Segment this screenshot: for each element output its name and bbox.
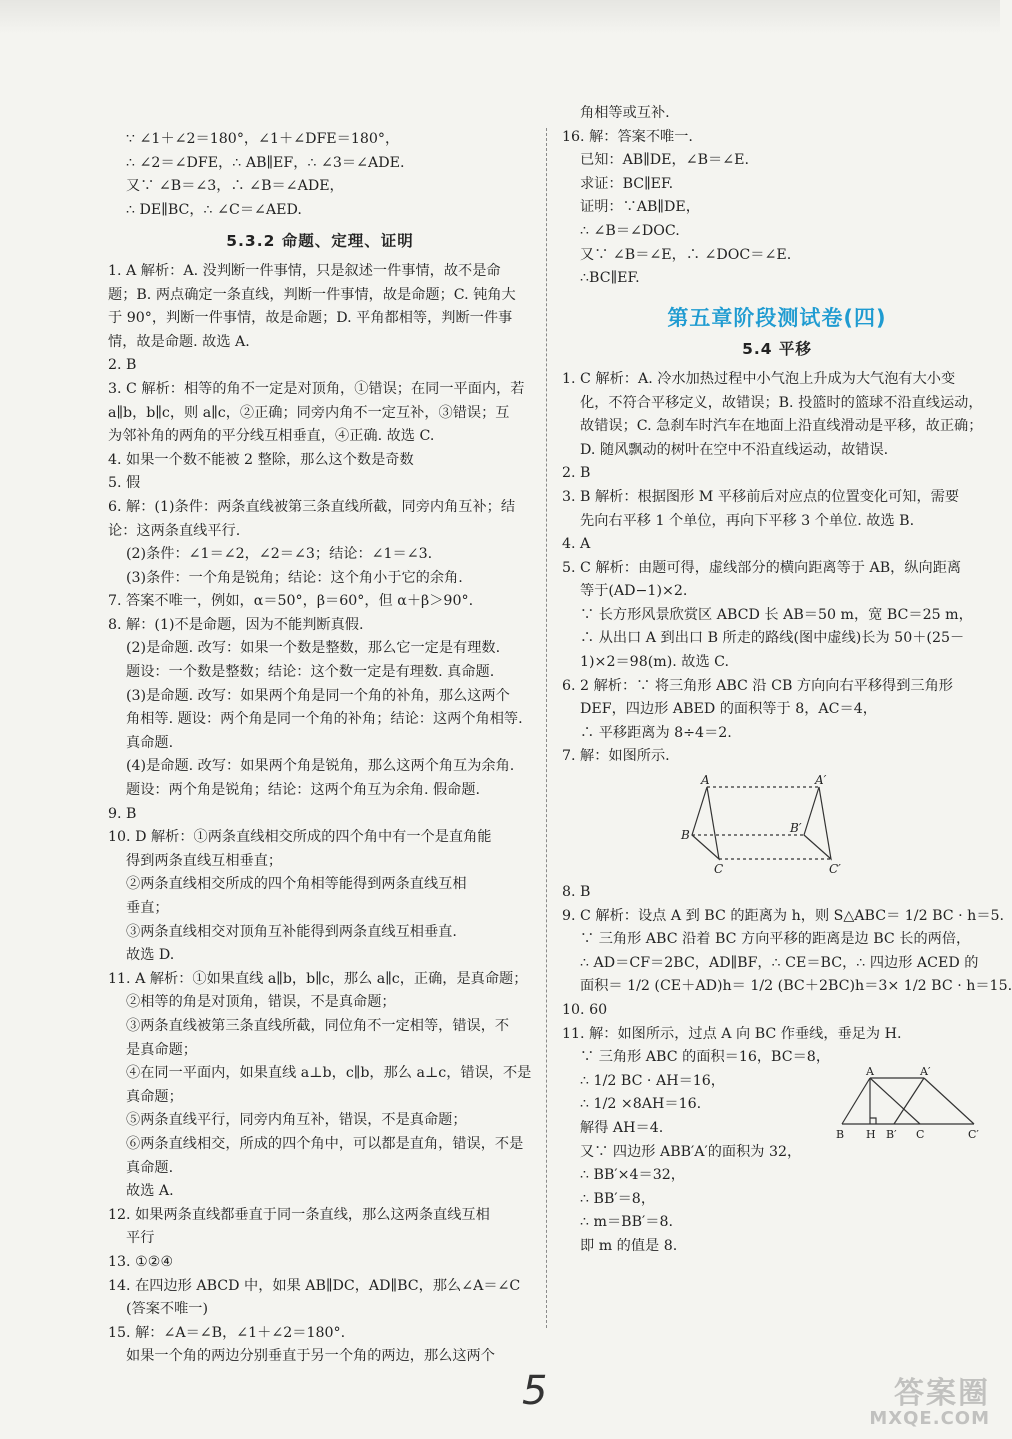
answer-line: 16. 解：答案不唯一. — [562, 128, 693, 145]
answer-line: ⑥两条直线相交，所成的四个角中，可以都是直角，错误，不是 — [126, 1135, 524, 1152]
answer-line: 证明：∵AB∥DE， — [580, 199, 700, 216]
proof-line: 又∵ ∠B＝∠3，∴ ∠B＝∠ADE， — [126, 178, 344, 195]
answer-line: 11. A 解析：①如果直线 a∥b，b∥c，那么 a∥c，正确，是真命题； — [108, 970, 528, 987]
answer-line: 1)×2＝98(m). 故选 C. — [580, 654, 730, 671]
answer-line: ∴ 1/2 BC · AH＝16， — [580, 1072, 725, 1089]
fig11-label-b-prime: B′ — [886, 1128, 897, 1142]
answer-line: 解得 AH＝4. — [580, 1119, 664, 1136]
answer-line: 于 90°，判断一件事情，故是命题；D. 平角都相等，判断一件事 — [108, 310, 513, 327]
answer-line: 7. 解：如图所示. — [562, 748, 670, 765]
answer-line: ∴ 从出口 A 到出口 B 所走的路线(图中虚线)长为 50＋(25－ — [580, 630, 965, 647]
answer-line: 垂直； — [126, 900, 169, 916]
answer-line: 5. C 解析：由题可得，虚线部分的横向距离等于 AB，纵向距离 — [562, 559, 962, 576]
segment-a-prime-c-prime — [924, 1078, 974, 1124]
answer-line: 4. A — [562, 536, 591, 553]
answer-line: ∴ AD＝CF＝2BC，AD∥BF，∴ CE＝BC，∴ 四边形 ACED 的 — [580, 954, 979, 971]
fig11-label-a: A — [866, 1065, 874, 1079]
fig11-label-b: B — [836, 1128, 845, 1142]
translation-figure-q11 — [834, 1066, 984, 1144]
answer-line: 故选 D. — [126, 947, 175, 964]
answer-line: 故错误；C. 急刹车时汽车在地面上沿直线滑动是平移，故正确； — [580, 418, 983, 435]
proof-line: ∴ ∠2＝∠DFE，∴ AB∥EF，∴ ∠3＝∠ADE. — [126, 154, 405, 171]
proof-line: ∵ ∠1＋∠2＝180°，∠1＋∠DFE＝180°， — [126, 131, 400, 147]
triangle-abc-prime — [804, 787, 831, 859]
answer-line: ③两条直线相交对顶角互补能得到两条直线互相垂直. — [126, 923, 457, 940]
answer-line: 10. 60 — [562, 1002, 608, 1018]
answer-line: 已知：AB∥DE，∠B＝∠E. — [580, 152, 749, 169]
answer-line: ∵ 长方形风景欣赏区 ABCD 长 AB＝50 m，宽 BC＝25 m， — [580, 606, 973, 623]
answer-line: 故选 A. — [126, 1183, 174, 1200]
answer-line: (2)条件：∠1＝∠2，∠2＝∠3；结论：∠1＝∠3. — [126, 546, 433, 563]
answer-line: ⑤两条直线平行，同旁内角互补，错误，不是真命题； — [126, 1112, 467, 1129]
answer-line: 即 m 的值是 8. — [580, 1237, 678, 1254]
answer-line: 2. B — [108, 357, 137, 374]
answer-line: 3. C 解析：相等的角不一定是对顶角，①错误；在同一平面内，若 — [108, 380, 525, 397]
answer-line: (4)是命题. 改写：如果两个角是锐角，那么这两个角互为余角. — [126, 758, 515, 775]
fig11-label-h: H — [866, 1128, 876, 1142]
answer-line: 7. 答案不唯一，例如，α＝50°，β＝60°，但 α＋β＞90°. — [108, 593, 474, 610]
answer-line: (3)条件：一个角是锐角；结论：这个角小于它的余角. — [126, 569, 463, 586]
answer-line: 8. 解：(1)不是命题，因为不能判断真假. — [108, 616, 364, 633]
answer-line: ∵ 三角形 ABC 的面积＝16，BC＝8， — [580, 1049, 831, 1066]
answer-line: ④在同一平面内，如果直线 a⊥b，c∥b，那么 a⊥c，错误，不是 — [126, 1065, 532, 1082]
segment-ac — [870, 1078, 920, 1124]
answer-line: 平行 — [126, 1230, 155, 1247]
answer-line: 真命题； — [126, 1088, 183, 1105]
fig7-label-a-prime: A′ — [815, 773, 827, 788]
answer-line: D. 随风飘动的树叶在空中不沿直线运动，故错误. — [580, 441, 889, 458]
page-number: 5 — [522, 1368, 548, 1414]
watermark-en: MXQE.COM — [869, 1408, 990, 1429]
answer-line: ③两条直线被第三条直线所截，同位角不一定相等，错误，不 — [126, 1017, 510, 1034]
triangle-abc — [692, 787, 719, 859]
answer-line: 8. B — [562, 884, 591, 901]
answer-line: 真命题. — [126, 1159, 174, 1176]
answer-line: 1. C 解析：A. 冷水加热过程中小气泡上升成为大气泡有大小变 — [562, 370, 956, 387]
left-column — [108, 128, 532, 1369]
segment-ab — [842, 1078, 870, 1124]
fig7-label-c-prime: C′ — [829, 862, 841, 877]
answer-line: 9. C 解析：设点 A 到 BC 的距离为 h，则 S△ABC＝ 1/2 BC · h＝5. — [562, 907, 1005, 924]
answer-line: ∵ 三角形 ABC 沿着 BC 方向平移的距离是边 BC 长的两倍， — [580, 931, 971, 948]
section-title-532: 5.3.2 命题、定理、证明 — [226, 232, 414, 251]
answer-line: 论：这两条直线平行. — [108, 522, 241, 539]
answer-line: 题设：一个数是整数；结论：这个数一定是有理数. 真命题. — [126, 664, 495, 681]
answer-line: ②两条直线相交所成的四个角相等能得到两条直线互相 — [126, 876, 467, 893]
answer-line: 求证：BC∥EF. — [580, 175, 674, 192]
answer-line: 题设：两个角是锐角；结论：这两个角互为余角. 假命题. — [126, 782, 481, 799]
answer-line: ∴BC∥EF. — [580, 270, 640, 287]
fig11-label-a-prime: A′ — [920, 1065, 931, 1079]
answer-line: (答案不唯一) — [126, 1301, 209, 1318]
watermark-logo — [790, 1368, 990, 1434]
answer-line: ∴ 1/2 ×8AH＝16. — [580, 1096, 702, 1113]
fig7-label-a: A — [701, 773, 710, 788]
answer-line: ∴ ∠B＝∠DOC. — [580, 222, 680, 239]
answer-line: 如果一个角的两边分别垂直于另一个角的两边，那么这两个 — [126, 1348, 495, 1365]
fig7-label-b-prime: B′ — [790, 821, 802, 836]
answer-line: 又∵ ∠B＝∠E，∴ ∠DOC＝∠E. — [580, 246, 792, 263]
answer-line: a∥b，b∥c，则 a∥c，②正确；同旁内角不一定互补，③错误；互 — [108, 404, 510, 421]
answer-line: 等于(AD−1)×2. — [580, 583, 688, 600]
section-title-54: 5.4 平移 — [742, 340, 812, 359]
segment-a-prime-b-prime — [894, 1078, 924, 1124]
answer-line: 4. 如果一个数不能被 2 整除，那么这个数是奇数 — [108, 451, 414, 468]
answer-line: 题；B. 两点确定一条直线，判断一件事情，故是命题；C. 钝角大 — [108, 286, 516, 303]
answer-line: 角相等或互补. — [580, 105, 670, 121]
answer-line: ∴ BB′＝8， — [580, 1190, 656, 1207]
answer-line: 10. D 解析：①两条直线相交所成的四个角中有一个是直角能 — [108, 829, 492, 846]
answer-line: ∴ 平移距离为 8÷4＝2. — [580, 724, 732, 741]
answer-line: 1. A 解析：A. 没判断一件事情，只是叙述一件事情，故不是命 — [108, 262, 501, 279]
answer-line: (3)是命题. 改写：如果两个角是同一个角的补角，那么这两个 — [126, 687, 510, 704]
answer-line: 6. 解：(1)条件：两条直线被第三条直线所截，同旁内角互补；结 — [108, 498, 516, 515]
answer-line: 真命题. — [126, 734, 174, 751]
answer-line: 化，不符合平移定义，故错误；B. 投篮时的篮球不沿直线运动， — [580, 394, 983, 411]
answer-line: 3. B 解析：根据图形 M 平移前后对应点的位置变化可知，需要 — [562, 488, 960, 505]
answer-line: 12. 如果两条直线都垂直于同一条直线，那么这两条直线互相 — [108, 1206, 490, 1223]
answer-line: 13. ①②④ — [108, 1253, 174, 1270]
answer-line: 14. 在四边形 ABCD 中，如果 AB∥DC，AD∥BC，那么∠A＝∠C — [108, 1277, 521, 1294]
right-column — [562, 102, 1012, 1259]
answer-line: 角相等. 题设：两个角是同一个角的补角；结论：这两个角相等. — [126, 711, 523, 728]
answer-line: 得到两条直线互相垂直； — [126, 852, 283, 869]
answer-line: 又∵ 四边形 ABB′A′的面积为 32， — [580, 1143, 802, 1160]
fig11-label-c-prime: C′ — [968, 1128, 979, 1142]
answer-line: 面积＝ 1/2 (CE＋AD)h＝ 1/2 (BC＋2BC)h＝3× 1/2 BC · h＝15. — [580, 978, 1012, 995]
answer-line: ∴ m＝BB′＝8. — [580, 1214, 673, 1231]
proof-line: ∴ DE∥BC，∴ ∠C＝∠AED. — [126, 201, 302, 218]
column-divider — [546, 128, 547, 1328]
answer-line: 9. B — [108, 805, 137, 822]
answer-line: DEF，四边形 ABED 的面积等于 8，AC＝4， — [580, 701, 877, 718]
answer-line: 为邻补角的两角的平分线互相垂直，④正确. 故选 C. — [108, 428, 435, 445]
fig7-label-b: B — [681, 828, 690, 843]
answer-line: 2. B — [562, 465, 591, 482]
scan-top-edge — [0, 0, 1000, 34]
question-11-block — [562, 1046, 992, 1258]
right-angle-mark — [870, 1118, 876, 1124]
answer-line: ②相等的角是对顶角，错误，不是真命题； — [126, 994, 396, 1011]
fig7-label-c: C — [714, 862, 724, 877]
answer-line: 6. 2 解析：∵ 将三角形 ABC 沿 CB 方向向右平移得到三角形 — [562, 677, 953, 694]
answer-line: 15. 解：∠A＝∠B，∠1＋∠2＝180°. — [108, 1324, 346, 1341]
answer-line: 先向右平移 1 个单位，再向下平移 3 个单位. 故选 B. — [580, 512, 915, 529]
answer-line: 情，故是命题. 故选 A. — [108, 333, 250, 350]
chapter-title: 第五章阶段测试卷(四) — [667, 305, 887, 330]
answer-line: 5. 假 — [108, 475, 141, 492]
translation-figure-q7 — [681, 773, 857, 877]
answer-line: ∴ BB′×4＝32， — [580, 1167, 685, 1184]
watermark-cn: 答案圈 — [894, 1376, 990, 1411]
answer-line: 是真命题； — [126, 1041, 197, 1058]
answer-line: 11. 解：如图所示，过点 A 向 BC 作垂线，垂足为 H. — [562, 1025, 902, 1042]
answer-line: (2)是命题. 改写：如果一个数是整数，那么它一定是有理数. — [126, 640, 501, 657]
fig11-label-c: C — [916, 1128, 925, 1142]
